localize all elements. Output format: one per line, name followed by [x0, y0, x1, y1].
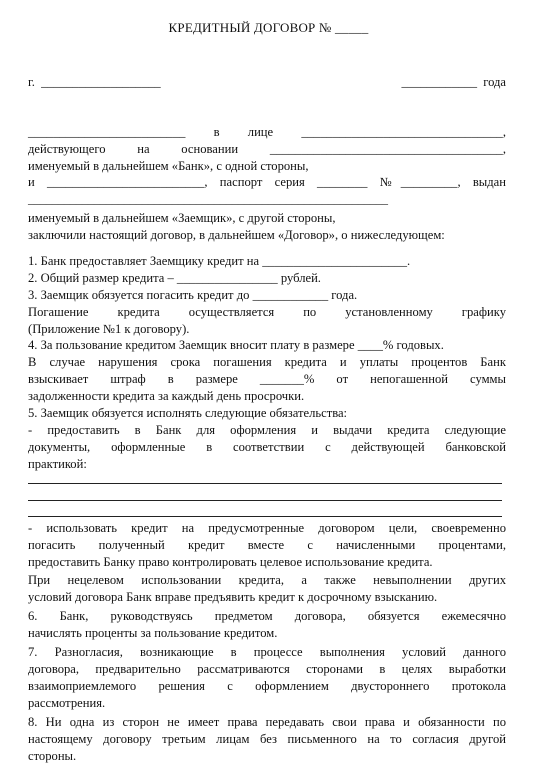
document-title: КРЕДИТНЫЙ ДОГОВОР № _____ [168, 20, 369, 35]
clause-3-repayment: Погашение кредита осуществляется по установленному графику [28, 305, 506, 319]
borrower-passport-line: и _________________________, паспорт серия ________ №_________, выдан [28, 175, 506, 189]
clause-5-docs-1: - предоставить в Банк для оформления и выдачи кредита следующие [28, 423, 506, 437]
clause-7-cont-1: договора, предварительно рассматриваются сторонами в целях выработки [28, 662, 506, 676]
clause-8-cont-2: стороны. [28, 749, 77, 763]
bank-designation-line: именуемый в дальнейшем «Банк», с одной стороны, [28, 159, 309, 173]
clause-5: 5. Заемщик обязуется исполнять следующие обязательства: [28, 406, 348, 420]
clause-8-cont-1: настоящему договору третьим лицам без письменного на то согласия другой [28, 732, 506, 746]
clause-5-use-1: - использовать кредит на предусмотренные договором цели, своевременно [28, 521, 506, 535]
clause-7-cont-3: рассмотрения. [28, 696, 106, 710]
clause-5-misuse-1: При нецелевом использовании кредита, а также невыполнении других [28, 573, 506, 587]
clause-7: 7. Разногласия, возникающие в процессе выполнения условий данного [28, 645, 506, 659]
clause-3-appendix: (Приложение №1 к договору). [28, 322, 190, 336]
clause-4: 4. За пользование кредитом Заемщик вносит плату в размере ____% годовых. [28, 338, 444, 352]
issued-by-line: ____________________________________________________________ [28, 192, 388, 206]
party-bank-line: _________________________ в лице ________________________________, [28, 125, 506, 139]
borrower-designation-line: именуемый в дальнейшем «Заемщик», с другой стороны, [28, 211, 336, 225]
clause-5-use-3: предоставить Банку право контролировать целевое использование кредита. [28, 555, 433, 569]
clause-5-docs-2: документы, оформленные в соответствии с действующей банковской [28, 440, 506, 454]
city-date-line: г. ___________________ ____________ года [28, 75, 506, 89]
clause-5-use-2: погасить полученный кредит вместе с начисленными процентами, [28, 538, 506, 552]
clause-2: 2. Общий размер кредита – ________________ рублей. [28, 271, 321, 285]
clause-3: 3. Заемщик обязуется погасить кредит до ____________ года. [28, 288, 358, 302]
clause-5-docs-3: практикой: [28, 457, 87, 471]
agreement-intro-line: заключили настоящий договор, в дальнейшем «Договор», о нижеследующем: [28, 228, 445, 242]
clause-6: 6. Банк, руководствуясь предметом договора, обязуется ежемесячно [28, 609, 506, 623]
clause-6-cont: начислять проценты за пользование кредитом. [28, 626, 278, 640]
clause-7-cont-2: взаимоприемлемого решения с оформлением двустороннего протокола [28, 679, 506, 693]
clause-1: 1. Банк предоставляет Заемщику кредит на _______________________. [28, 254, 411, 268]
blank-rule-2 [28, 500, 502, 501]
bank-basis-line: действующего на основании _____________________________________, [28, 142, 506, 156]
clause-4-penalty-2: взыскивает штраф в размере _______% от непогашенной суммы [28, 372, 506, 386]
clause-5-misuse-2: условий договора Банк вправе предъявить кредит к досрочному взысканию. [28, 590, 438, 604]
clause-4-penalty-1: В случае нарушения срока погашения кредита и уплаты процентов Банк [28, 355, 506, 369]
clause-4-penalty-3: задолженности кредита за каждый день просрочки. [28, 389, 305, 403]
clause-8: 8. Ни одна из сторон не имеет права передавать свои права и обязанности по [28, 715, 506, 729]
blank-rule-1 [28, 483, 502, 484]
blank-rule-3 [28, 516, 502, 517]
